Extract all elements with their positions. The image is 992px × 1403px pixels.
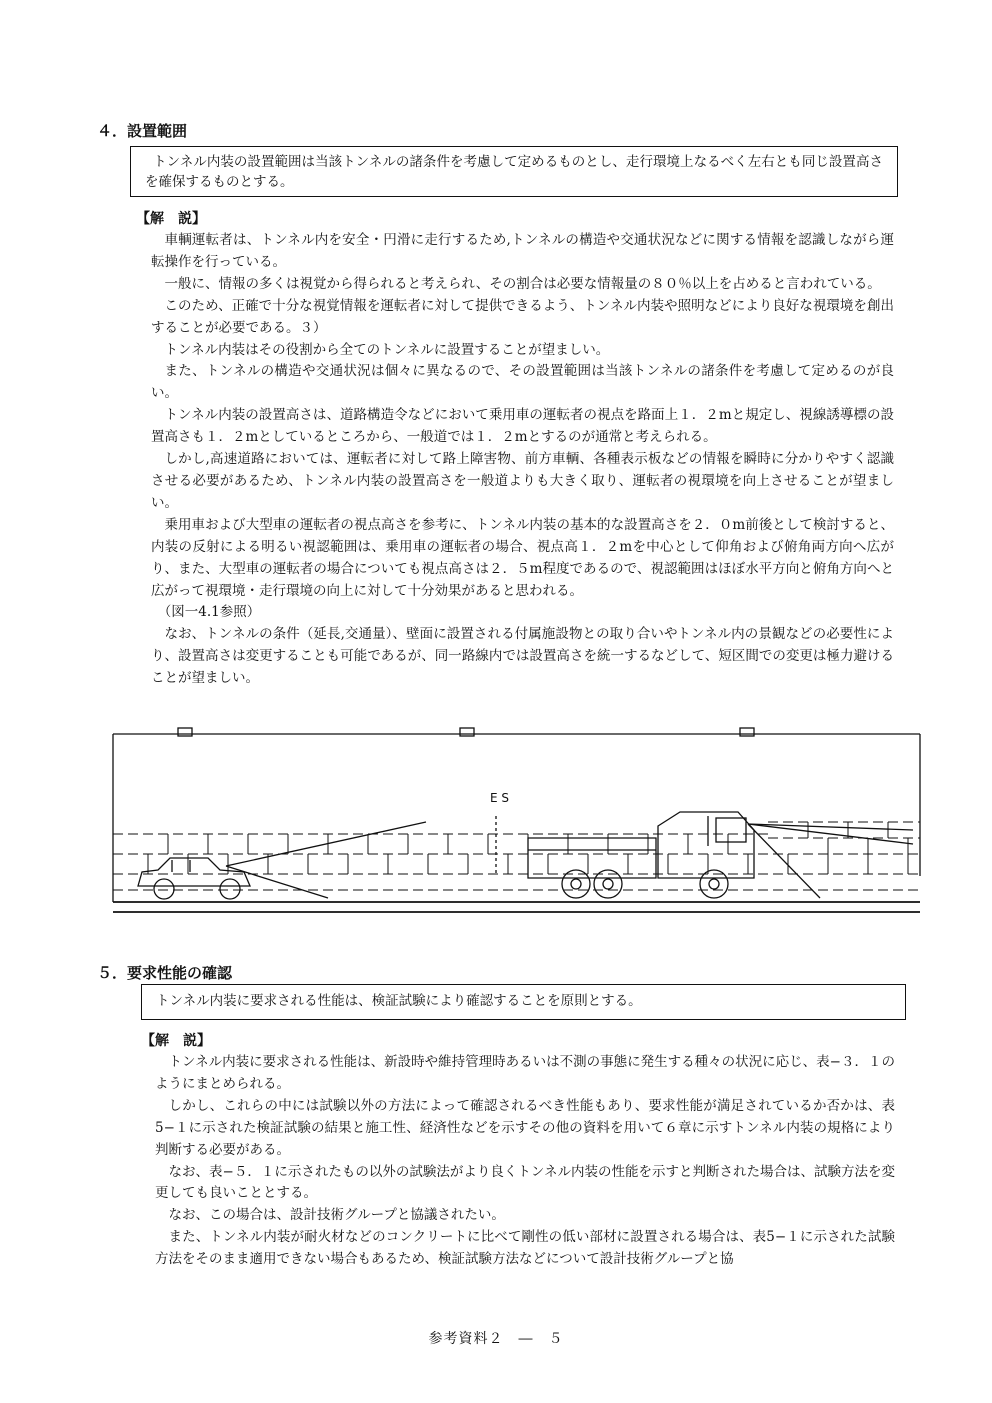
paragraph: なお、トンネルの条件（延長,交通量）、壁面に設置される付属施設物との取り合いやトンネル内の景観などの必要性により、設置高さは変更することも可能であるが、同一路線内では設置高さを統一するなどして、短区間での変更は極力避けることが望ましい。 [151, 626, 894, 687]
section-5-heading: ５．要求性能の確認 [97, 964, 233, 982]
paragraph: また、トンネルの構造や交通状況は個々に異なるので、その設置範囲は当該トンネルの諸条件を考慮して定めるのが良い。 [151, 363, 894, 402]
tunnel-lining-figure [108, 726, 938, 916]
paragraph: 車輌運転者は、トンネル内を安全・円滑に走行するため,トンネルの構造や交通状況などに関する情報を認識しながら運転操作を行っている。 [151, 232, 894, 270]
paragraph: トンネル内装に要求される性能は、新設時や維持管理時あるいは不測の事態に発生する種々の状況に応じ、表−３．１のようにまとめられる。 [155, 1054, 895, 1092]
figure-reference: （図一4.1参照） [157, 604, 261, 621]
section-4-kaisetsu-label: 【解 説】 [136, 211, 206, 227]
paragraph: トンネル内装の設置高さは、道路構造令などにおいて乗用車の運転者の視点を路面上１．２mと規定し、視線誘導標の設置高さも１．２mとしているところから、一般道では１．２mとするのが通常と考えられる。 [151, 407, 894, 446]
paragraph: しかし、これらの中には試験以外の方法によって確認されるべき性能もあり、要求性能が満足されているか否かは、表5−１に示された検証試験の結果と施工性、経済性などを示すその他の資料を用いて６章に示すトンネル内装の規格により判断する必要がある。 [155, 1097, 895, 1158]
paragraph: また、トンネル内装が耐火材などのコンクリートに比べて剛性の低い部材に設置される場合は、表5−１に示された試験方法をそのまま適用できない場合もあるため、検証試験方法などについて設計技術グループと協 [155, 1229, 895, 1268]
section-4-requirement-box [130, 146, 898, 197]
section-5-body [155, 1052, 895, 1271]
height-label: E S [490, 791, 510, 805]
section-5-requirement-text: トンネル内装に要求される性能は、検証試験により確認することを原則とする。 [156, 993, 642, 1009]
paragraph: トンネル内装はその役割から全てのトンネルに設置することが望ましい。 [164, 341, 610, 358]
section-4-requirement-text: トンネル内装の設置範囲は当該トンネルの諸条件を考慮して定めるものとし、走行環境上なるべく左右とも同じ設置高さを確保するものとする。 [145, 154, 883, 190]
page-footer: 参考資料２ ― ５ [428, 1331, 564, 1347]
paragraph: このため、正確で十分な視覚情報を運転者に対して提供できるよう、トンネル内装や照明などにより良好な視環境を創出することが必要である。３） [151, 297, 894, 336]
section-5-kaisetsu-label: 【解 説】 [141, 1033, 211, 1049]
paragraph: なお、表−５．１に示されたもの以外の試験法がより良くトンネル内装の性能を示すと判断された場合は、試験方法を変更しても良いこととする。 [155, 1163, 895, 1202]
paragraph: なお、この場合は、設計技術グループと協議されたい。 [168, 1207, 505, 1224]
section-5-requirement-box [141, 984, 906, 1020]
paragraph: 乗用車および大型車の運転者の視点高さを参考に、トンネル内装の基本的な設置高さを２．０m前後として検討すると、内装の反射による明るい視認範囲は、乗用車の運転者の場合、視点高１．２mを中心として仰角および俯角両方向へ広がり、また、大型車の運転者の場合についても視点高さは２．５m程度であるので、視認範囲はほぼ水平方向と俯角方向へと広がって視環境・走行環境の向上に対して十分効果があると思われる。 [151, 516, 894, 599]
paragraph: しかし,高速道路においては、運転者に対して路上障害物、前方車輌、各種表示板などの情報を瞬時に分かりやすく認識させる必要があるため、トンネル内装の設置高さを一般道よりも大きく取り、運転者の視環境を向上させることが望ましい。 [151, 451, 894, 511]
section-4-heading: ４．設置範囲 [97, 122, 188, 140]
section-4-body [151, 230, 894, 690]
paragraph: 一般に、情報の多くは視覚から得られると考えられ、その割合は必要な情報量の８０％以上を占めると言われている。 [164, 275, 881, 292]
